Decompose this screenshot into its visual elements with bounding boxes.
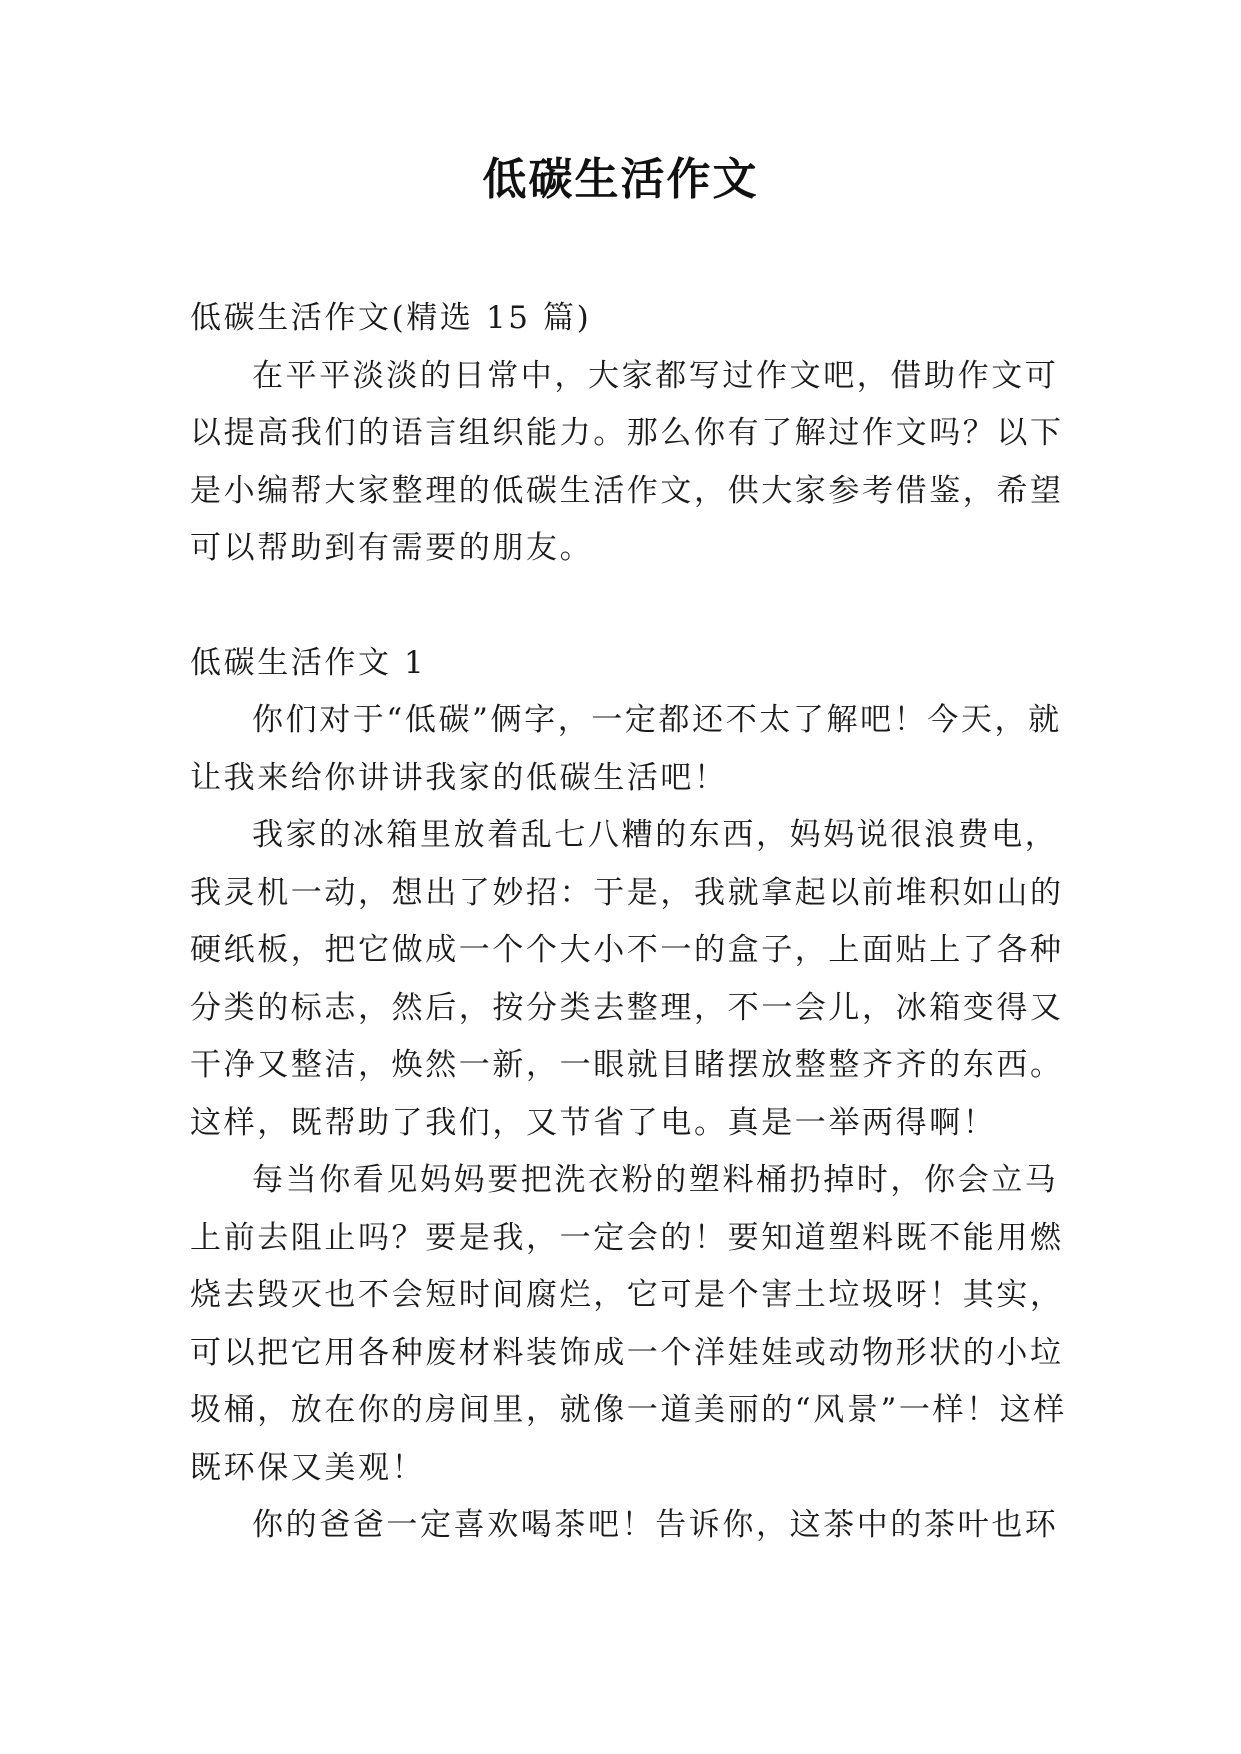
- section-heading: 低碳生活作文 1: [190, 644, 427, 681]
- intro-paragraph: 在平平淡淡的日常中，大家都写过作文吧，借助作文可以提高我们的语言组织能力。那么你有了解过作文吗？以下是小编帮大家整理的低碳生活作文，供大家参考借鉴，希望可以帮助到有需要的朋友。: [190, 357, 1064, 566]
- document-title: 低碳生活作文: [482, 154, 759, 205]
- document-subtitle: 低碳生活作文(精选 15 篇): [190, 300, 592, 336]
- body-paragraph: 每当你看见妈妈要把洗衣粉的塑料桶扔掉时，你会立马上前去阻止吗？要是我，一定会的！要知道塑料既不能用燃烧去毁灭也不会短时间腐烂，它可是个害土垃圾呀！其实，可以把它用各种废材料装饰成一个洋娃娃或动物形状的小垃圾桶，放在你的房间里，就像一道美丽的“风景”一样！这样既环保又美观！: [190, 1162, 1067, 1486]
- body-paragraph: 你们对于“低碳”俩字，一定都还不太了解吧！今天，就让我来给你讲讲我家的低碳生活吧！: [190, 702, 1062, 796]
- document-body: [190, 290, 1070, 1555]
- body-paragraph: 你的爸爸一定喜欢喝茶吧！告诉你，这茶中的茶叶也环: [252, 1507, 1059, 1543]
- body-paragraph: 我家的冰箱里放着乱七八糟的东西，妈妈说很浪费电，我灵机一动，想出了妙招：于是，我就拿起以前堆积如山的硬纸板，把它做成一个个大小不一的盒子，上面贴上了各种分类的标志，然后，按分类去整理，不一会儿，冰箱变得又干净又整洁，焕然一新，一眼就目睹摆放整整齐齐的东西。这样，既帮助了我们，又节省了电。真是一举两得啊！: [190, 817, 1064, 1141]
